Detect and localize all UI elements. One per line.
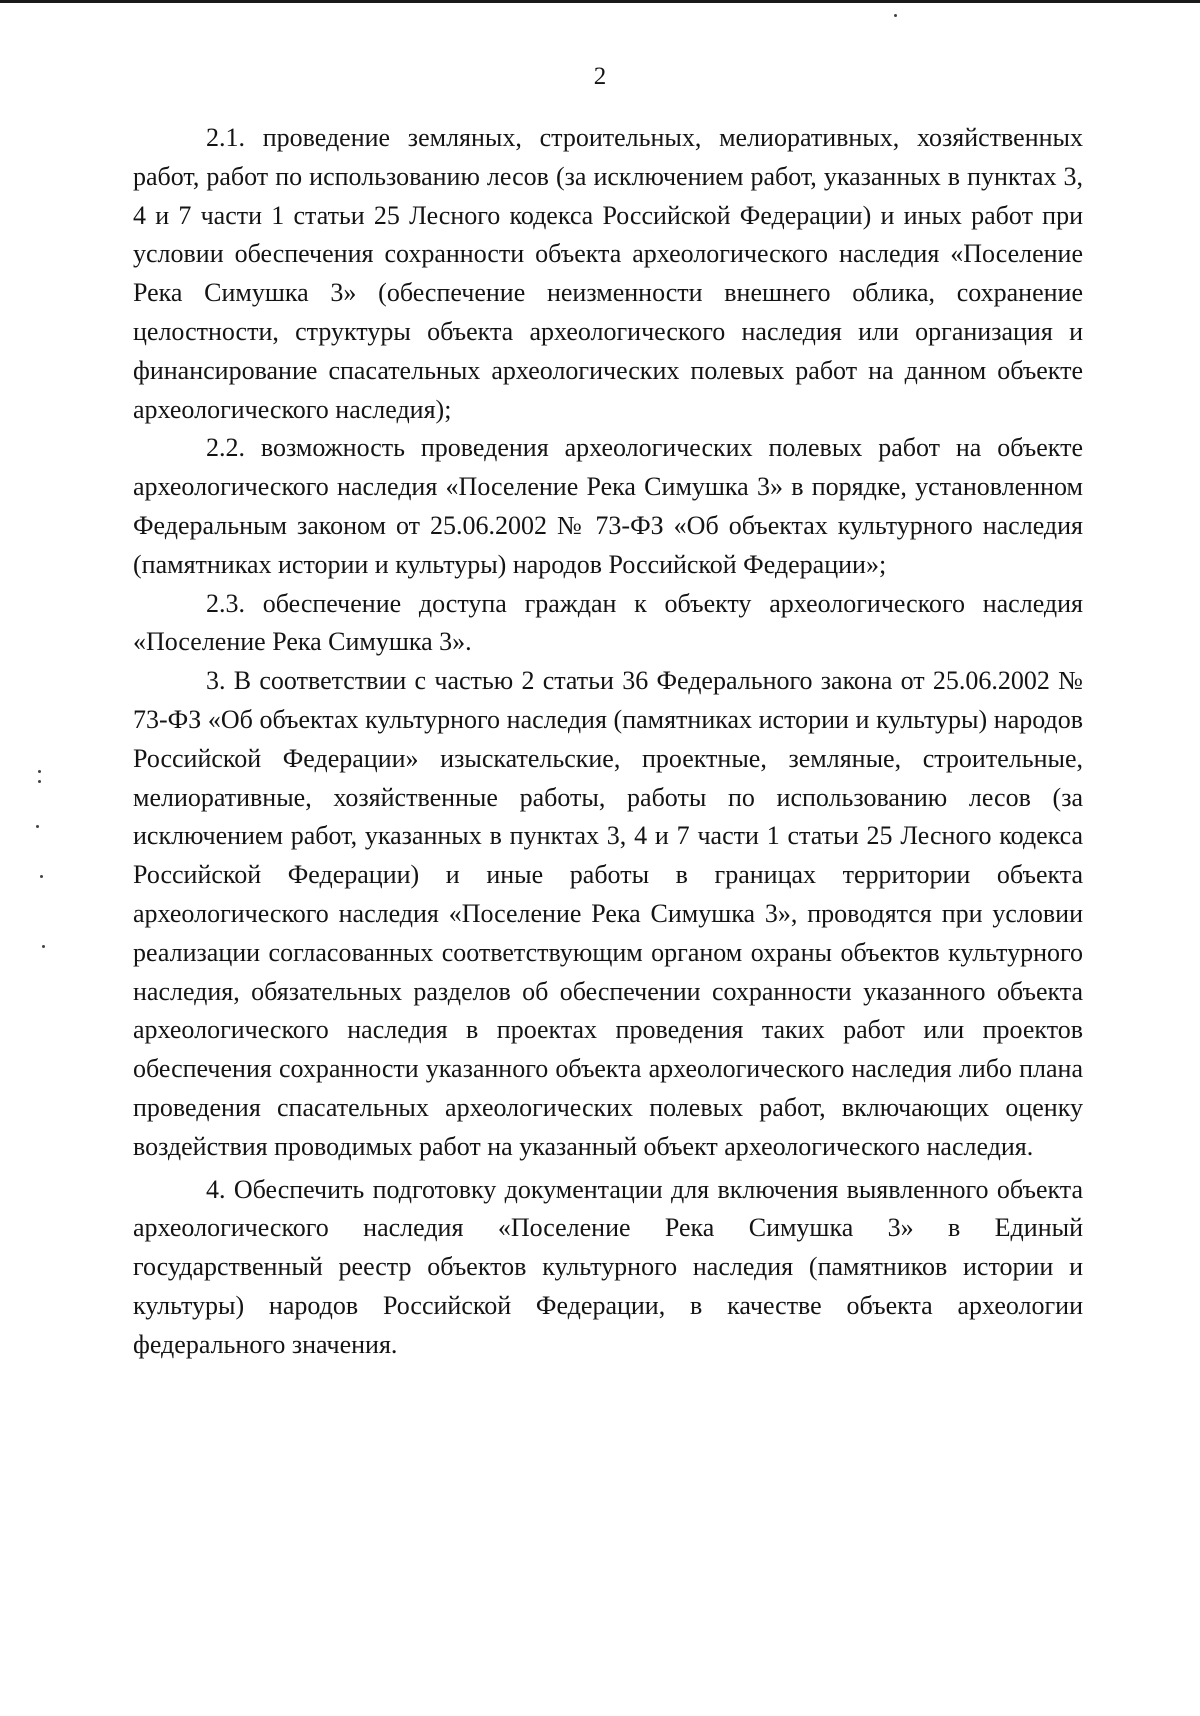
scan-artifact-dot [36, 825, 39, 828]
paragraph-3: 3. В соответствии с частью 2 статьи 36 Федерального закона от 25.06.2002 № 73-ФЗ «Об объектах культурного наследия (памятниках истории и культуры) народов Российской Федерации» изыскательские, проектные, земляные, строительные, мелиоративные, хозяйственные работы, работы по использованию лесов (за исключением работ, указанных в пунктах 3, 4 и 7 части 1 статьи 25 Лесного кодекса Российской Федерации) и иные работы в границах территории объекта археологического наследия «Поселение Река Симушка 3», проводятся при условии реализации согласованных соответствующим органом охраны объектов культурного наследия, обязательных разделов об обеспечении сохранности указанного объекта археологического наследия в проектах проведения таких работ или проектов обеспечения сохранности указанного объекта археологического наследия либо плана проведения спасательных археологических полевых работ, включающих оценку воздействия проводимых работ на указанный объект археологического наследия. [133, 666, 1083, 1161]
scan-artifact-dot [38, 780, 41, 783]
scan-artifact-dot [42, 945, 45, 948]
paragraph-2-2: 2.2. возможность проведения археологических полевых работ на объекте археологического наследия «Поселение Река Симушка 3» в порядке, установленном Федеральным законом от 25.06.2002 № 73-ФЗ «Об объектах культурного наследия (памятниках истории и культуры) народов Российской Федерации»; [133, 433, 1083, 579]
page-number: 2 [593, 63, 607, 90]
paragraph-2-1: 2.1. проведение земляных, строительных, мелиоративных, хозяйственных работ, работ по использованию лесов (за исключением работ, указанных в пунктах 3, 4 и 7 части 1 статьи 25 Лесного кодекса Российской Федерации) и иных работ при условии обеспечения сохранности объекта археологического наследия «Поселение Река Симушка 3» (обеспечение неизменности внешнего облика, сохранение целостности, структуры объекта археологического наследия или организация и финансирование спасательных археологических полевых работ на данном объекте археологического наследия); [133, 123, 1083, 424]
document-body [133, 119, 1083, 1365]
scan-artifact-dot [40, 875, 43, 878]
top-border-line [0, 0, 1200, 3]
scan-artifact-dot [894, 14, 897, 17]
paragraph-4: 4. Обеспечить подготовку документации для включения выявленного объекта археологического наследия «Поселение Река Симушка 3» в Единый государственный реестр объектов культурного наследия (памятников истории и культуры) народов Российской Федерации, в качестве объекта археологии федерального значения. [133, 1174, 1083, 1359]
paragraph-2-3: 2.3. обеспечение доступа граждан к объекту археологического наследия «Поселение Река Симушка 3». [133, 588, 1083, 657]
scan-artifact-dot [38, 770, 41, 773]
